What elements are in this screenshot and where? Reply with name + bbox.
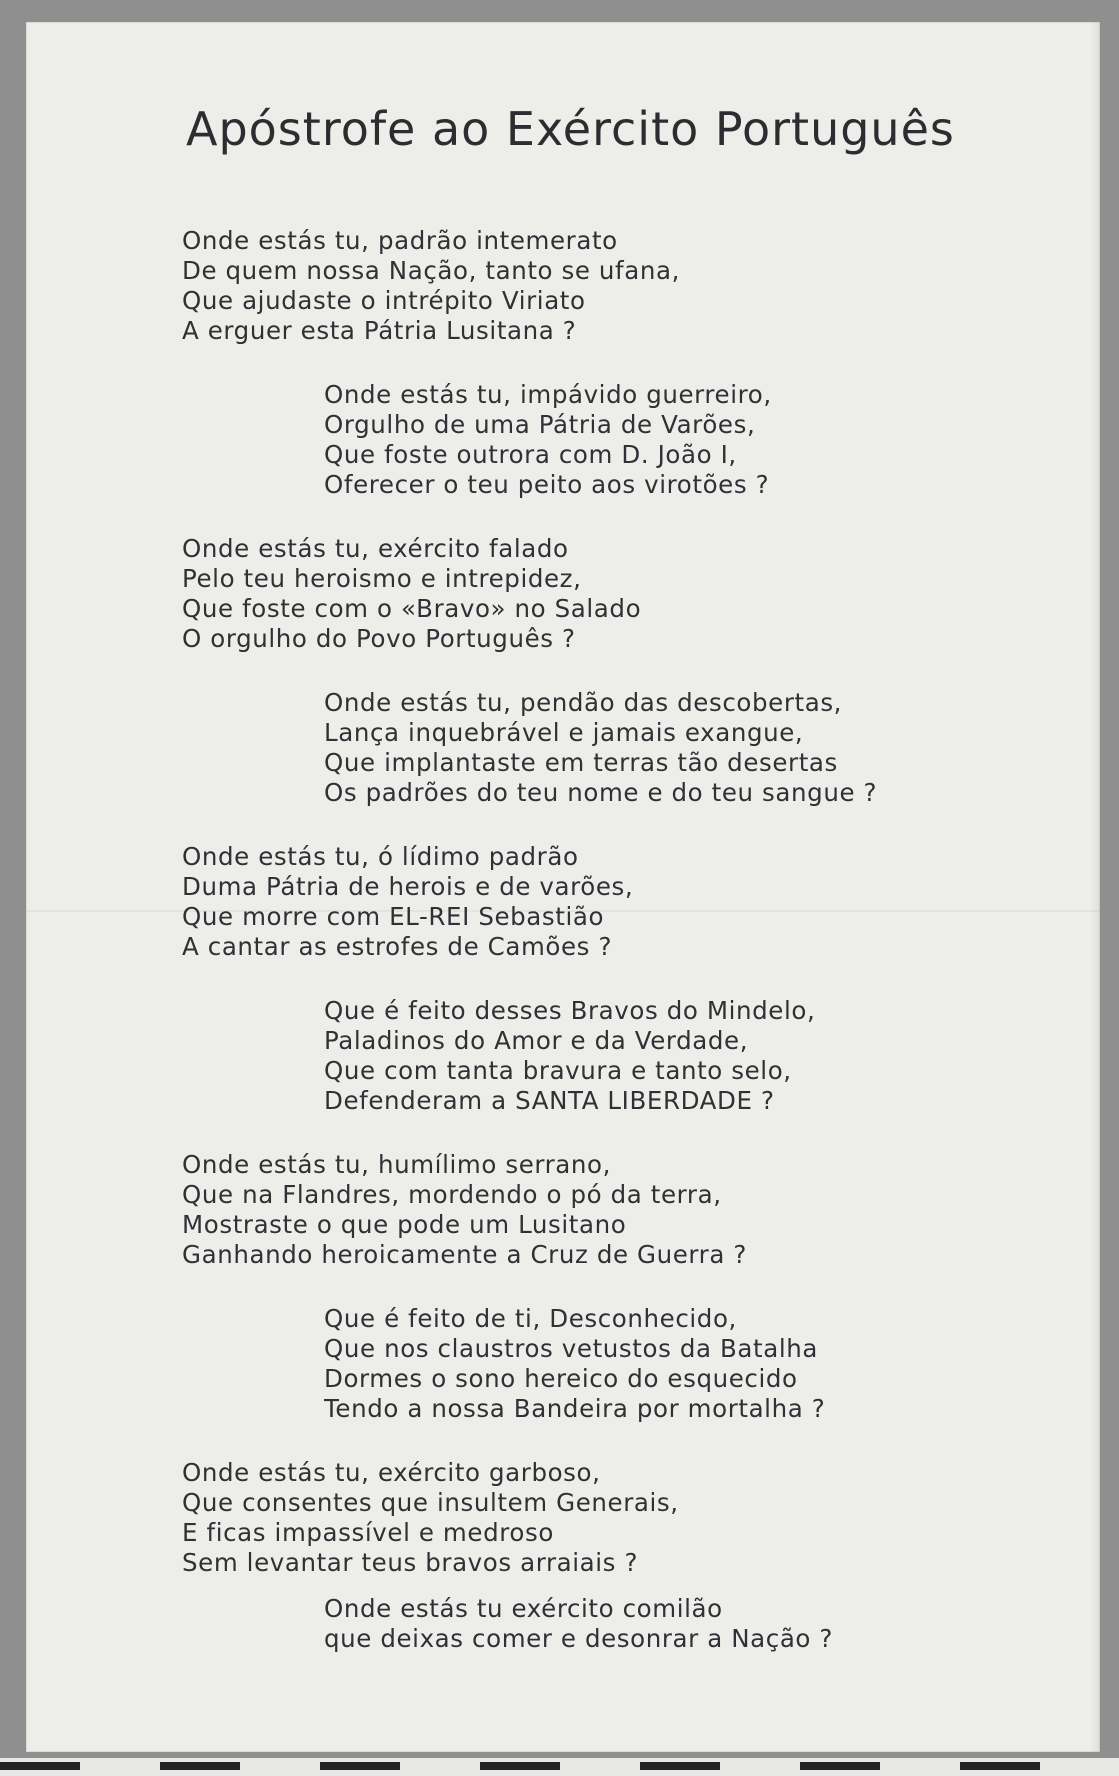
scale-segment	[480, 1762, 560, 1770]
poem-line: Onde estás tu, ó lídimo padrão	[182, 842, 579, 871]
stanza-8	[324, 1304, 1042, 1424]
stanza-7	[182, 1150, 1042, 1270]
scale-segment	[0, 1762, 80, 1770]
scale-segment	[160, 1762, 240, 1770]
poem-line: Onde estás tu, impávido guerreiro,	[324, 380, 772, 409]
stanza-1	[182, 226, 1042, 346]
poem-line: O orgulho do Povo Português ?	[182, 624, 576, 653]
stanza-6	[324, 996, 1042, 1116]
poem-line: E ficas impassível e medroso	[182, 1518, 554, 1547]
stanza-4	[324, 688, 1042, 808]
stanza-10	[324, 1594, 1042, 1654]
poem-title: Apóstrofe ao Exército Português	[186, 102, 955, 156]
poem-line: Que consentes que insultem Generais,	[182, 1488, 679, 1517]
paper-edge-shadow	[1090, 22, 1100, 1752]
document-page	[26, 22, 1100, 1752]
poem-line: Que na Flandres, mordendo o pó da terra,	[182, 1180, 722, 1209]
poem-line: A cantar as estrofes de Camões ?	[182, 932, 613, 961]
poem-line: que deixas comer e desonrar a Nação ?	[324, 1624, 834, 1653]
poem-line: Onde estás tu, exército garboso,	[182, 1458, 601, 1487]
poem-line: Paladinos do Amor e da Verdade,	[324, 1026, 749, 1055]
poem-line: Onde estás tu, exército falado	[182, 534, 569, 563]
poem-line: Oferecer o teu peito aos virotões ?	[324, 470, 770, 499]
stanza-3	[182, 534, 1042, 654]
poem-line: Que implantaste em terras tão desertas	[324, 748, 838, 777]
scale-bar	[0, 1758, 1119, 1776]
poem-line: Onde estás tu, humílimo serrano,	[182, 1150, 612, 1179]
poem-line: Tendo a nossa Bandeira por mortalha ?	[324, 1394, 826, 1423]
poem-line: Orgulho de uma Pátria de Varões,	[324, 410, 756, 439]
scale-segment	[320, 1762, 400, 1770]
stanza-5	[182, 842, 1042, 962]
poem-line: Onde estás tu, pendão das descobertas,	[324, 688, 843, 717]
poem-line: Que ajudaste o intrépito Viriato	[182, 286, 586, 315]
poem-line: Ganhando heroicamente a Cruz de Guerra ?	[182, 1240, 747, 1269]
poem-line: Mostraste o que pode um Lusitano	[182, 1210, 627, 1239]
poem-line: Que nos claustros vetustos da Batalha	[324, 1334, 818, 1363]
stanza-2	[324, 380, 1042, 500]
poem-line: Que é feito desses Bravos do Mindelo,	[324, 996, 816, 1025]
scale-segment	[800, 1762, 880, 1770]
poem-line: Dormes o sono hereico do esquecido	[324, 1364, 798, 1393]
poem-line: Que foste outrora com D. João I,	[324, 440, 737, 469]
poem-line: Onde estás tu exército comilão	[324, 1594, 723, 1623]
poem-line: Onde estás tu, padrão intemerato	[182, 226, 618, 255]
poem-body	[182, 226, 1042, 1654]
scale-segment	[960, 1762, 1040, 1770]
poem-line: Duma Pátria de herois e de varões,	[182, 872, 634, 901]
poem-line: Que é feito de ti, Desconhecido,	[324, 1304, 737, 1333]
scale-segment	[640, 1762, 720, 1770]
poem-line: Pelo teu heroismo e intrepidez,	[182, 564, 582, 593]
poem-line: A erguer esta Pátria Lusitana ?	[182, 316, 577, 345]
poem-line: Lança inquebrável e jamais exangue,	[324, 718, 804, 747]
poem-line: Que morre com EL-REI Sebastião	[182, 902, 605, 931]
poem-line: Que com tanta bravura e tanto selo,	[324, 1056, 792, 1085]
poem-line: Que foste com o «Bravo» no Salado	[182, 594, 642, 623]
poem-line: Os padrões do teu nome e do teu sangue ?	[324, 778, 878, 807]
stanza-9	[182, 1458, 1042, 1578]
poem-line: De quem nossa Nação, tanto se ufana,	[182, 256, 681, 285]
poem-line: Sem levantar teus bravos arraiais ?	[182, 1548, 639, 1577]
poem-line: Defenderam a SANTA LIBERDADE ?	[324, 1086, 775, 1115]
